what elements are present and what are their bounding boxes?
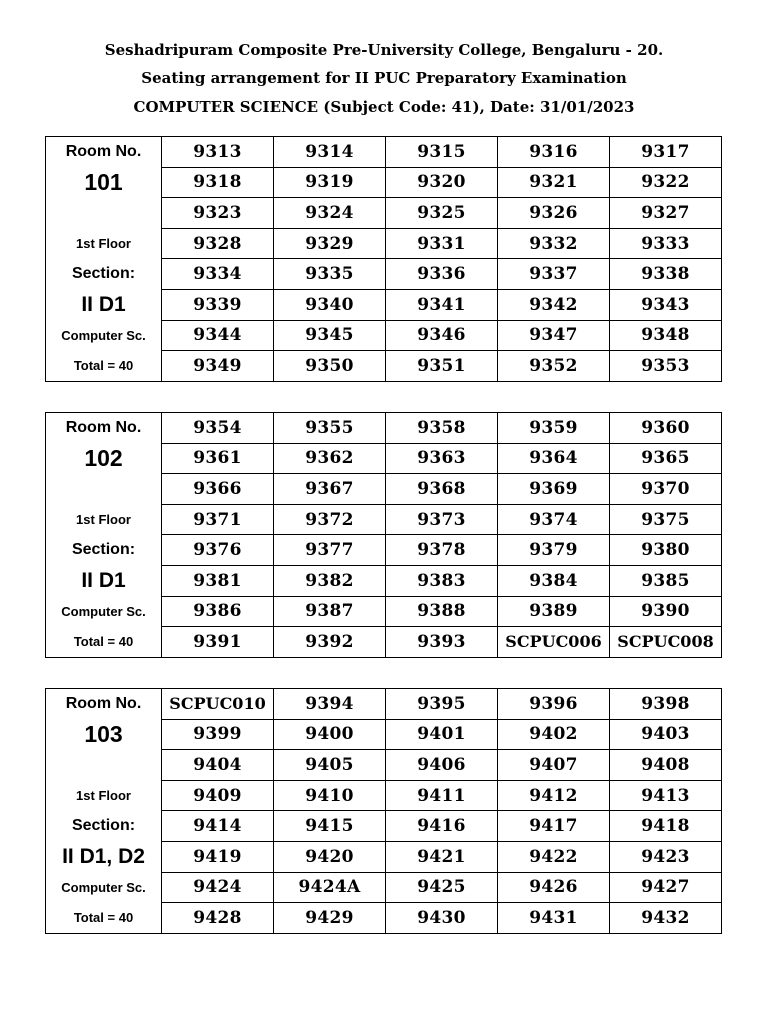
register-number: 9384: [498, 565, 610, 596]
register-number: 9388: [386, 596, 498, 627]
register-number: 9326: [498, 198, 610, 229]
register-number: 9403: [610, 719, 722, 750]
info-blank: [46, 750, 162, 781]
register-number: 9395: [386, 689, 498, 720]
register-number: 9358: [386, 413, 498, 444]
register-number: 9401: [386, 719, 498, 750]
register-number: 9353: [610, 351, 722, 382]
register-number: 9386: [162, 596, 274, 627]
register-number: 9389: [498, 596, 610, 627]
register-number: 9367: [274, 474, 386, 505]
register-number: 9359: [498, 413, 610, 444]
room-number: 103: [46, 719, 162, 750]
register-number: 9332: [498, 228, 610, 259]
register-number: 9347: [498, 320, 610, 351]
register-number: 9360: [610, 413, 722, 444]
register-number: 9383: [386, 565, 498, 596]
seat-row: [46, 627, 722, 658]
seat-row: [46, 750, 722, 781]
register-number: 9372: [274, 504, 386, 535]
register-number: 9328: [162, 228, 274, 259]
register-number: 9361: [162, 443, 274, 474]
room-number: 101: [46, 167, 162, 198]
register-number: 9417: [498, 811, 610, 842]
register-number: 9338: [610, 259, 722, 290]
total-count: Total = 40: [46, 903, 162, 934]
floor-label: 1st Floor: [46, 504, 162, 535]
register-number: 9405: [274, 750, 386, 781]
register-number: 9424: [162, 872, 274, 903]
register-number: 9368: [386, 474, 498, 505]
total-count: Total = 40: [46, 351, 162, 382]
register-number: 9362: [274, 443, 386, 474]
register-number: 9318: [162, 167, 274, 198]
register-number: 9407: [498, 750, 610, 781]
register-number: 9317: [610, 137, 722, 168]
register-number: 9421: [386, 841, 498, 872]
register-number: 9392: [274, 627, 386, 658]
room-label: Room No.: [46, 413, 162, 444]
room-label: Room No.: [46, 689, 162, 720]
section-label: Section:: [46, 259, 162, 290]
register-number: 9377: [274, 535, 386, 566]
subject-date-line: COMPUTER SCIENCE (Subject Code: 41), Date: 31/01/2023: [133, 98, 635, 116]
register-number: 9336: [386, 259, 498, 290]
register-number: 9364: [498, 443, 610, 474]
register-number: 9430: [386, 903, 498, 934]
register-number: 9376: [162, 535, 274, 566]
register-number: 9399: [162, 719, 274, 750]
register-number: 9427: [610, 872, 722, 903]
register-number: 9355: [274, 413, 386, 444]
register-number: 9409: [162, 780, 274, 811]
register-number: 9404: [162, 750, 274, 781]
seat-row: [46, 811, 722, 842]
seat-row: [46, 167, 722, 198]
register-number: 9410: [274, 780, 386, 811]
seat-row: [46, 872, 722, 903]
register-number: 9321: [498, 167, 610, 198]
seat-row: [46, 565, 722, 596]
register-number: 9423: [610, 841, 722, 872]
register-number: 9374: [498, 504, 610, 535]
register-number: 9382: [274, 565, 386, 596]
register-number: 9324: [274, 198, 386, 229]
register-number: 9320: [386, 167, 498, 198]
register-number: 9425: [386, 872, 498, 903]
seat-row: [46, 443, 722, 474]
seat-row: [46, 289, 722, 320]
section-value: II D1, D2: [46, 841, 162, 872]
seat-row: [46, 719, 722, 750]
seat-row: [46, 780, 722, 811]
total-count: Total = 40: [46, 627, 162, 658]
stream-label: Computer Sc.: [46, 320, 162, 351]
room-label: Room No.: [46, 137, 162, 168]
register-number: 9413: [610, 780, 722, 811]
register-number: 9398: [610, 689, 722, 720]
seat-row: [46, 689, 722, 720]
register-number: 9381: [162, 565, 274, 596]
seat-row: [46, 228, 722, 259]
register-number: 9339: [162, 289, 274, 320]
register-number: 9316: [498, 137, 610, 168]
register-number: 9385: [610, 565, 722, 596]
register-number: 9431: [498, 903, 610, 934]
register-number: 9373: [386, 504, 498, 535]
seat-row: [46, 137, 722, 168]
room-table-102: [45, 412, 722, 658]
register-number: 9319: [274, 167, 386, 198]
register-number: 9314: [274, 137, 386, 168]
seat-row: [46, 351, 722, 382]
exam-title: Seating arrangement for II PUC Preparatory Examination: [141, 69, 627, 87]
info-blank: [46, 198, 162, 229]
register-number: 9394: [274, 689, 386, 720]
seat-row: [46, 474, 722, 505]
register-number: 9379: [498, 535, 610, 566]
section-label: Section:: [46, 535, 162, 566]
register-number: 9415: [274, 811, 386, 842]
register-number: 9349: [162, 351, 274, 382]
floor-label: 1st Floor: [46, 228, 162, 259]
seat-row: [46, 259, 722, 290]
register-number: 9315: [386, 137, 498, 168]
register-number: 9411: [386, 780, 498, 811]
register-number: 9366: [162, 474, 274, 505]
register-number: SCPUC008: [610, 627, 722, 658]
register-number: 9396: [498, 689, 610, 720]
register-number: 9335: [274, 259, 386, 290]
register-number: 9408: [610, 750, 722, 781]
room-table-101: [45, 136, 722, 382]
register-number: 9375: [610, 504, 722, 535]
register-number: 9325: [386, 198, 498, 229]
register-number: 9365: [610, 443, 722, 474]
register-number: 9329: [274, 228, 386, 259]
seat-row: [46, 413, 722, 444]
register-number: 9414: [162, 811, 274, 842]
register-number: 9420: [274, 841, 386, 872]
register-number: 9363: [386, 443, 498, 474]
register-number: 9419: [162, 841, 274, 872]
register-number: 9391: [162, 627, 274, 658]
register-number: 9418: [610, 811, 722, 842]
stream-label: Computer Sc.: [46, 872, 162, 903]
register-number: 9380: [610, 535, 722, 566]
register-number: 9354: [162, 413, 274, 444]
college-title: Seshadripuram Composite Pre-University College, Bengaluru - 20.: [104, 41, 664, 59]
register-number: 9346: [386, 320, 498, 351]
register-number: SCPUC006: [498, 627, 610, 658]
seat-row: [46, 504, 722, 535]
register-number: 9333: [610, 228, 722, 259]
register-number: 9337: [498, 259, 610, 290]
register-number: 9340: [274, 289, 386, 320]
register-number: 9424A: [274, 872, 386, 903]
seat-row: [46, 596, 722, 627]
register-number: 9393: [386, 627, 498, 658]
stream-label: Computer Sc.: [46, 596, 162, 627]
info-blank: [46, 474, 162, 505]
register-number: 9402: [498, 719, 610, 750]
section-label: Section:: [46, 811, 162, 842]
section-value: II D1: [46, 565, 162, 596]
seat-row: [46, 903, 722, 934]
register-number: 9327: [610, 198, 722, 229]
register-number: 9343: [610, 289, 722, 320]
section-value: II D1: [46, 289, 162, 320]
seat-row: [46, 198, 722, 229]
register-number: 9350: [274, 351, 386, 382]
register-number: 9348: [610, 320, 722, 351]
seat-row: [46, 841, 722, 872]
register-number: 9342: [498, 289, 610, 320]
room-number: 102: [46, 443, 162, 474]
register-number: 9323: [162, 198, 274, 229]
seat-row: [46, 535, 722, 566]
room-table-103: [45, 688, 722, 934]
register-number: 9422: [498, 841, 610, 872]
register-number: 9370: [610, 474, 722, 505]
seat-row: [46, 320, 722, 351]
register-number: 9429: [274, 903, 386, 934]
register-number: 9390: [610, 596, 722, 627]
register-number: 9369: [498, 474, 610, 505]
register-number: 9345: [274, 320, 386, 351]
register-number: 9387: [274, 596, 386, 627]
register-number: 9432: [610, 903, 722, 934]
register-number: 9426: [498, 872, 610, 903]
register-number: 9341: [386, 289, 498, 320]
register-number: 9331: [386, 228, 498, 259]
register-number: 9406: [386, 750, 498, 781]
register-number: SCPUC010: [162, 689, 274, 720]
register-number: 9313: [162, 137, 274, 168]
register-number: 9344: [162, 320, 274, 351]
register-number: 9351: [386, 351, 498, 382]
register-number: 9378: [386, 535, 498, 566]
floor-label: 1st Floor: [46, 780, 162, 811]
register-number: 9352: [498, 351, 610, 382]
register-number: 9428: [162, 903, 274, 934]
register-number: 9416: [386, 811, 498, 842]
register-number: 9371: [162, 504, 274, 535]
register-number: 9334: [162, 259, 274, 290]
register-number: 9322: [610, 167, 722, 198]
register-number: 9412: [498, 780, 610, 811]
register-number: 9400: [274, 719, 386, 750]
